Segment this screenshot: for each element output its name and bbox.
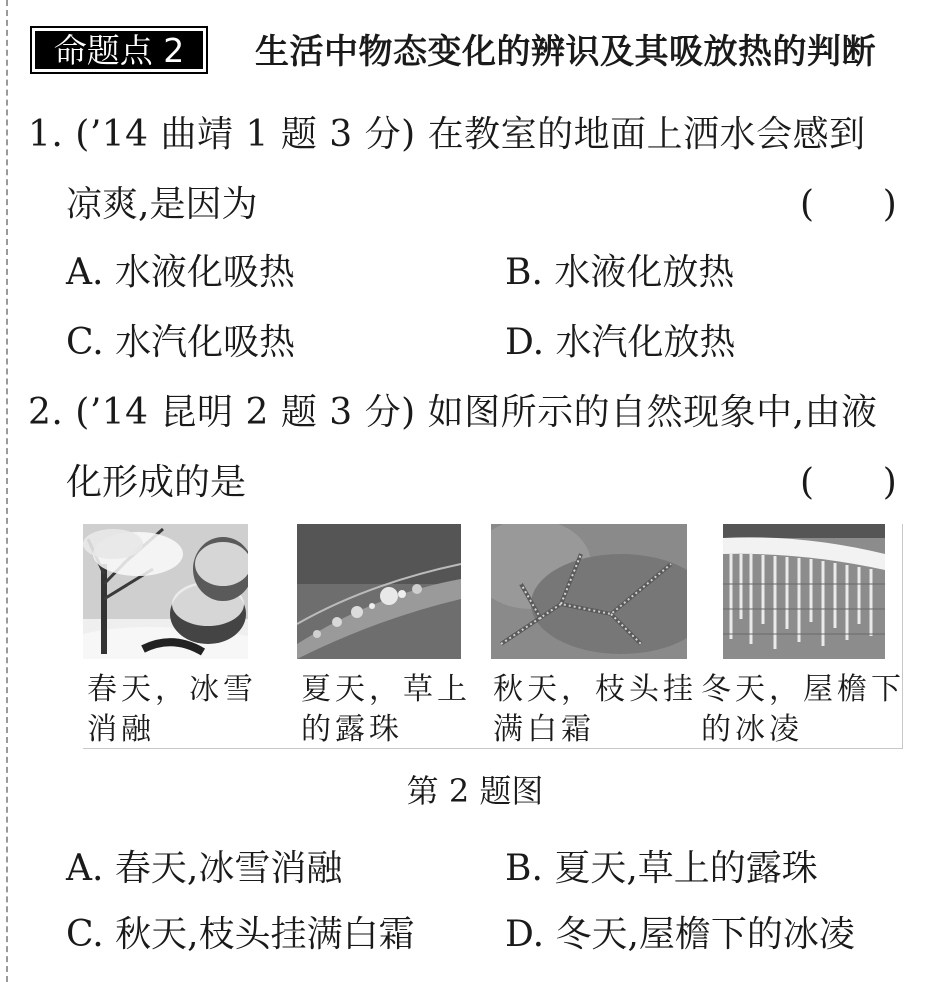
caption-autumn: 秋天，枝头挂满白霜 [493,672,697,747]
section-title: 生活中物态变化的辨识及其吸放热的判断 [255,32,876,72]
question-1-option-a: A. 水液化吸热 [66,252,295,293]
photo-summer-dew [297,524,461,659]
topic-tag [30,26,208,74]
section-header [30,26,930,80]
question-1-option-d: D. 水汽化放热 [505,322,736,363]
question-1-stem: 1. (’14 曲靖 1 题 3 分) 在教室的地面上洒水会感到 [28,114,866,155]
caption-summer: 夏天，草上的露珠 [301,672,471,747]
question-2-figure [83,524,903,749]
question-1-option-c: C. 水汽化吸热 [66,322,296,363]
caption-winter: 冬天，屋檐下的冰凌 [701,672,905,747]
photo-spring-snow [83,524,248,659]
question-2-option-c: C. 秋天,枝头挂满白霜 [66,914,415,955]
figure-title: 第 2 题图 [406,772,544,810]
question-2-stem-cont: 化形成的是 [66,462,247,503]
photo-winter-icicles [723,524,885,659]
question-1-stem-cont: 凉爽,是因为 [66,184,258,225]
caption-spring: 春天，冰雪消融 [87,672,257,747]
topic-tag-label: 命题点 2 [35,31,203,69]
question-1-option-b: B. 水液化放热 [505,252,735,293]
question-2-answer-blank: ( ) [800,462,897,503]
question-2-option-d: D. 冬天,屋檐下的冰凌 [505,914,855,955]
photo-autumn-frost [491,524,687,659]
question-2-option-a: A. 春天,冰雪消融 [66,848,343,889]
question-2-stem: 2. (’14 昆明 2 题 3 分) 如图所示的自然现象中,由液 [28,392,878,433]
question-2-option-b: B. 夏天,草上的露珠 [505,848,818,889]
cut-line [6,0,8,982]
question-1-answer-blank: ( ) [800,184,897,225]
